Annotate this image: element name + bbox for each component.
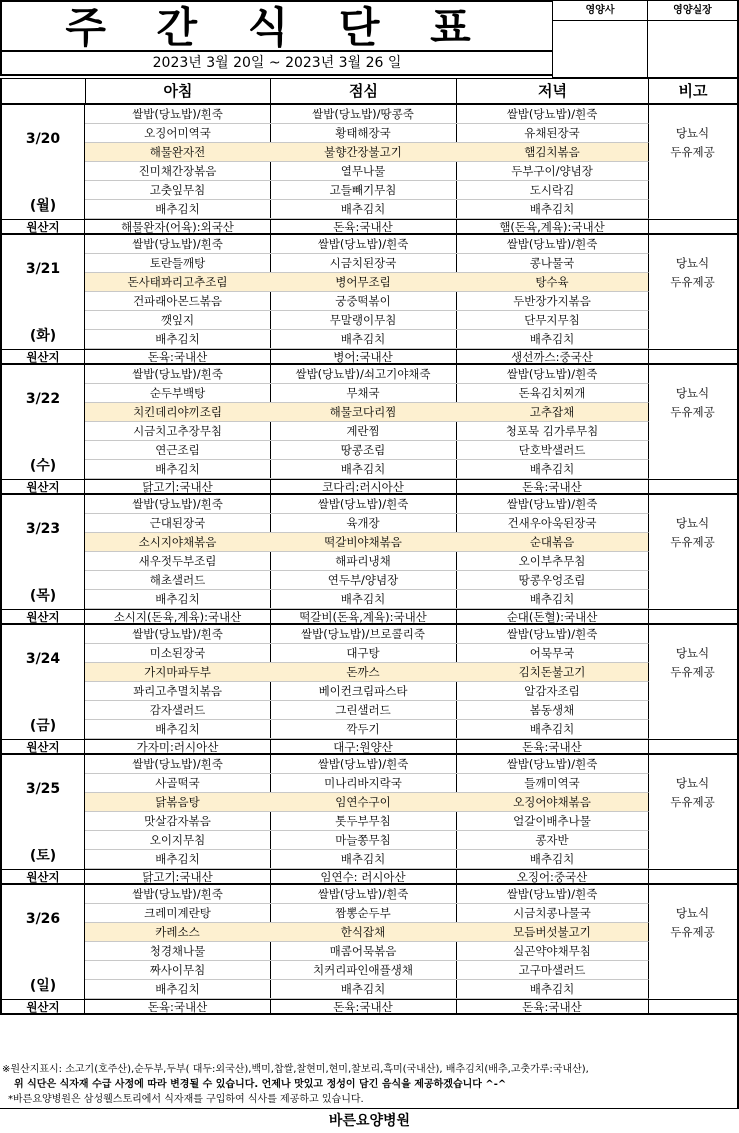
menu-item-dinner: 고구마샐러드 bbox=[456, 961, 649, 980]
menu-item-breakfast: 건파래아몬드볶음 bbox=[85, 292, 271, 311]
menu-item-dinner: 햄김치볶음 bbox=[456, 143, 649, 162]
menu-item-lunch: 고들빼기무침 bbox=[270, 181, 457, 200]
note-cell: 당뇨식 bbox=[648, 384, 739, 403]
menu-item-lunch: 짬뽕순두부 bbox=[270, 904, 457, 923]
note-cell bbox=[648, 720, 739, 739]
menu-item-dinner: 청포묵 김가루무침 bbox=[456, 422, 649, 441]
menu-item-breakfast: 미소된장국 bbox=[85, 644, 271, 663]
menu-item-lunch: 쌀밥(당뇨밥)/흰죽 bbox=[270, 755, 457, 774]
day-label bbox=[0, 495, 85, 609]
menu-item-dinner: 배추김치 bbox=[456, 850, 649, 869]
menu-item-breakfast: 진미채간장볶음 bbox=[85, 162, 271, 181]
note-cell bbox=[648, 181, 739, 200]
menu-item-breakfast: 고춧잎무침 bbox=[85, 181, 271, 200]
menu-item-lunch: 배추김치 bbox=[270, 330, 457, 349]
menu-item-breakfast: 청경채나물 bbox=[85, 942, 271, 961]
origin-breakfast: 닭고기:국내산 bbox=[85, 479, 271, 495]
menu-item-dinner: 탕수육 bbox=[456, 273, 649, 292]
day-label bbox=[0, 235, 85, 349]
origin-note bbox=[648, 869, 739, 885]
footer-supplier: *바른요양병원은 삼성웰스토리에서 식자재를 구입하여 식사를 제공하고 있습니다. bbox=[8, 1094, 364, 1105]
menu-item-dinner: 쌀밥(당뇨밥)/흰죽 bbox=[456, 105, 649, 124]
menu-item-breakfast: 배추김치 bbox=[85, 590, 271, 609]
origin-dinner: 생선까스:중국산 bbox=[456, 349, 649, 365]
menu-item-dinner: 순대볶음 bbox=[456, 533, 649, 552]
note-cell: 당뇨식 bbox=[648, 904, 739, 923]
note-cell: 당뇨식 bbox=[648, 644, 739, 663]
note-cell: 두유제공 bbox=[648, 403, 739, 422]
menu-item-breakfast: 해물완자전 bbox=[85, 143, 271, 162]
origin-lunch: 돈육:국내산 bbox=[270, 219, 457, 235]
note-cell bbox=[648, 552, 739, 571]
origin-lunch: 병어:국내산 bbox=[270, 349, 457, 365]
menu-item-lunch: 해파리냉채 bbox=[270, 552, 457, 571]
note-cell bbox=[648, 441, 739, 460]
footer-notice: 위 식단은 식자재 수급 사정에 따라 변경될 수 있습니다. 언제나 맛있고 정성이 담긴 음식을 제공하겠습니다 ^-^ bbox=[14, 1079, 507, 1090]
menu-item-dinner: 실곤약야채무침 bbox=[456, 942, 649, 961]
menu-item-breakfast: 오이지무침 bbox=[85, 831, 271, 850]
menu-item-dinner: 배추김치 bbox=[456, 720, 649, 739]
note-cell bbox=[648, 961, 739, 980]
origin-note bbox=[648, 219, 739, 235]
note-cell: 당뇨식 bbox=[648, 774, 739, 793]
menu-item-lunch: 연두부/양념장 bbox=[270, 571, 457, 590]
menu-item-breakfast: 사골떡국 bbox=[85, 774, 271, 793]
menu-item-lunch: 해물코다리찜 bbox=[270, 403, 457, 422]
origin-label: 원산지 bbox=[0, 739, 85, 755]
menu-item-lunch: 병어무조림 bbox=[270, 273, 457, 292]
origin-label: 원산지 bbox=[0, 479, 85, 495]
menu-item-lunch: 배추김치 bbox=[270, 850, 457, 869]
note-cell: 당뇨식 bbox=[648, 254, 739, 273]
menu-item-breakfast: 배추김치 bbox=[85, 200, 271, 219]
origin-note bbox=[648, 349, 739, 365]
menu-item-dinner: 땅콩우엉조림 bbox=[456, 571, 649, 590]
day-date: 3/20 bbox=[25, 131, 61, 147]
note-cell: 두유제공 bbox=[648, 663, 739, 682]
note-cell bbox=[648, 885, 739, 904]
menu-item-lunch: 매콤어묵볶음 bbox=[270, 942, 457, 961]
approval-label: 영양실장 bbox=[648, 1, 737, 21]
note-cell bbox=[648, 571, 739, 590]
menu-item-breakfast: 쌀밥(당뇨밥)/흰죽 bbox=[85, 235, 271, 254]
menu-item-dinner: 오이부추무침 bbox=[456, 552, 649, 571]
note-cell bbox=[648, 311, 739, 330]
page-title: 주 간 식 단 표 bbox=[0, 0, 552, 52]
menu-item-dinner: 알감자조림 bbox=[456, 682, 649, 701]
menu-item-dinner: 쌀밥(당뇨밥)/흰죽 bbox=[456, 885, 649, 904]
menu-item-breakfast: 쌀밥(당뇨밥)/흰죽 bbox=[85, 365, 271, 384]
menu-item-dinner: 김치돈불고기 bbox=[456, 663, 649, 682]
menu-item-lunch: 치커리파인애플생채 bbox=[270, 961, 457, 980]
footer-origin-line: ※원산지표시: 소고기(호주산),순두부,두부( 대두:외국산),백미,찹쌀,찰현미,현미,찰보리,흑미(국내산), 배추김치(배추,고춧가루:국내산), bbox=[2, 1064, 589, 1075]
origin-label: 원산지 bbox=[0, 869, 85, 885]
menu-item-lunch: 시금치된장국 bbox=[270, 254, 457, 273]
menu-item-dinner: 돈육김치찌개 bbox=[456, 384, 649, 403]
menu-item-lunch: 쌀밥(당뇨밥)/흰죽 bbox=[270, 885, 457, 904]
day-label bbox=[0, 885, 85, 999]
menu-item-dinner: 봄동생채 bbox=[456, 701, 649, 720]
origin-lunch: 돈육:국내산 bbox=[270, 999, 457, 1015]
origin-lunch: 대구:원양산 bbox=[270, 739, 457, 755]
menu-item-breakfast: 토란들깨탕 bbox=[85, 254, 271, 273]
menu-item-breakfast: 시금치고추장무침 bbox=[85, 422, 271, 441]
origin-lunch: 임연수: 러시아산 bbox=[270, 869, 457, 885]
menu-item-breakfast: 해초샐러드 bbox=[85, 571, 271, 590]
note-cell: 당뇨식 bbox=[648, 514, 739, 533]
note-cell bbox=[648, 850, 739, 869]
day-label bbox=[0, 625, 85, 739]
day-label bbox=[0, 755, 85, 869]
approval-box-dietitian bbox=[552, 0, 648, 78]
menu-item-breakfast: 짜사이무침 bbox=[85, 961, 271, 980]
header-lunch: 점심 bbox=[270, 78, 457, 105]
menu-item-dinner: 얼갈이배추나물 bbox=[456, 812, 649, 831]
origin-dinner: 돈육:국내산 bbox=[456, 479, 649, 495]
menu-item-breakfast: 쌀밥(당뇨밥)/흰죽 bbox=[85, 625, 271, 644]
menu-item-dinner: 배추김치 bbox=[456, 200, 649, 219]
note-cell bbox=[648, 235, 739, 254]
day-label bbox=[0, 365, 85, 479]
menu-item-dinner: 어묵무국 bbox=[456, 644, 649, 663]
menu-item-lunch: 무채국 bbox=[270, 384, 457, 403]
note-cell: 두유제공 bbox=[648, 143, 739, 162]
menu-item-breakfast: 소시지야채볶음 bbox=[85, 533, 271, 552]
menu-item-dinner: 고추잡채 bbox=[456, 403, 649, 422]
note-cell bbox=[648, 701, 739, 720]
menu-item-lunch: 임연수구이 bbox=[270, 793, 457, 812]
menu-item-lunch: 배추김치 bbox=[270, 460, 457, 479]
origin-label: 원산지 bbox=[0, 999, 85, 1015]
origin-note bbox=[648, 479, 739, 495]
note-cell bbox=[648, 422, 739, 441]
day-weekday: (화) bbox=[29, 328, 57, 344]
note-cell bbox=[648, 980, 739, 999]
header-note: 비고 bbox=[648, 78, 739, 105]
menu-item-breakfast: 카레소스 bbox=[85, 923, 271, 942]
menu-item-dinner: 쌀밥(당뇨밥)/흰죽 bbox=[456, 365, 649, 384]
origin-breakfast: 소시지(돈육,계육):국내산 bbox=[85, 609, 271, 625]
menu-item-dinner: 단호박샐러드 bbox=[456, 441, 649, 460]
menu-item-dinner: 들깨미역국 bbox=[456, 774, 649, 793]
day-date: 3/24 bbox=[25, 651, 61, 667]
menu-item-dinner: 배추김치 bbox=[456, 980, 649, 999]
menu-item-lunch: 배추김치 bbox=[270, 980, 457, 999]
menu-item-lunch: 육개장 bbox=[270, 514, 457, 533]
origin-dinner: 순대(돈혈):국내산 bbox=[456, 609, 649, 625]
menu-item-breakfast: 돈사태꽈리고추조림 bbox=[85, 273, 271, 292]
menu-item-lunch: 배추김치 bbox=[270, 590, 457, 609]
menu-item-lunch: 쌀밥(당뇨밥)/땅콩죽 bbox=[270, 105, 457, 124]
note-cell bbox=[648, 590, 739, 609]
menu-item-dinner: 배추김치 bbox=[456, 330, 649, 349]
menu-item-breakfast: 꽈리고추멸치볶음 bbox=[85, 682, 271, 701]
menu-item-lunch: 쌀밥(당뇨밥)/흰죽 bbox=[270, 235, 457, 254]
menu-item-lunch: 마늘쫑무침 bbox=[270, 831, 457, 850]
origin-lunch: 떡갈비(돈육,계육):국내산 bbox=[270, 609, 457, 625]
menu-item-dinner: 콩자반 bbox=[456, 831, 649, 850]
menu-item-lunch: 불향간장불고기 bbox=[270, 143, 457, 162]
hospital-name: 바른요양병원 bbox=[0, 1108, 739, 1133]
menu-item-lunch: 쌀밥(당뇨밥)/브로콜리죽 bbox=[270, 625, 457, 644]
origin-breakfast: 돈육:국내산 bbox=[85, 999, 271, 1015]
note-cell bbox=[648, 625, 739, 644]
day-date: 3/25 bbox=[25, 781, 61, 797]
note-cell bbox=[648, 292, 739, 311]
menu-item-lunch: 쌀밥(당뇨밥)/쇠고기야채죽 bbox=[270, 365, 457, 384]
note-cell: 두유제공 bbox=[648, 923, 739, 942]
day-weekday: (일) bbox=[29, 978, 57, 994]
header-dinner: 저녁 bbox=[456, 78, 649, 105]
menu-item-lunch: 돈까스 bbox=[270, 663, 457, 682]
menu-item-lunch: 미나리바지락국 bbox=[270, 774, 457, 793]
menu-item-breakfast: 쌀밥(당뇨밥)/흰죽 bbox=[85, 105, 271, 124]
day-date: 3/26 bbox=[25, 911, 61, 927]
menu-item-lunch: 무말랭이무침 bbox=[270, 311, 457, 330]
menu-item-dinner: 두반장가지볶음 bbox=[456, 292, 649, 311]
menu-item-breakfast: 깻잎지 bbox=[85, 311, 271, 330]
menu-item-dinner: 두부구이/양념장 bbox=[456, 162, 649, 181]
origin-label: 원산지 bbox=[0, 349, 85, 365]
menu-item-breakfast: 근대된장국 bbox=[85, 514, 271, 533]
day-date: 3/23 bbox=[25, 521, 61, 537]
day-weekday: (목) bbox=[29, 588, 57, 604]
menu-item-breakfast: 닭볶음탕 bbox=[85, 793, 271, 812]
menu-item-dinner: 배추김치 bbox=[456, 590, 649, 609]
approval-box-chief bbox=[647, 0, 739, 78]
menu-item-breakfast: 크레미계란탕 bbox=[85, 904, 271, 923]
note-cell bbox=[648, 330, 739, 349]
note-cell bbox=[648, 831, 739, 850]
menu-item-breakfast: 가지마파두부 bbox=[85, 663, 271, 682]
menu-item-dinner: 건새우아욱된장국 bbox=[456, 514, 649, 533]
origin-lunch: 코다리:러시아산 bbox=[270, 479, 457, 495]
day-weekday: (월) bbox=[29, 198, 57, 214]
note-cell: 두유제공 bbox=[648, 793, 739, 812]
menu-item-lunch: 톳두부무침 bbox=[270, 812, 457, 831]
menu-item-breakfast: 연근조림 bbox=[85, 441, 271, 460]
header-breakfast: 아침 bbox=[85, 78, 271, 105]
note-cell bbox=[648, 942, 739, 961]
menu-item-dinner: 배추김치 bbox=[456, 460, 649, 479]
origin-breakfast: 돈육:국내산 bbox=[85, 349, 271, 365]
menu-item-dinner: 쌀밥(당뇨밥)/흰죽 bbox=[456, 625, 649, 644]
menu-item-lunch: 궁중떡볶이 bbox=[270, 292, 457, 311]
menu-item-lunch: 대구탕 bbox=[270, 644, 457, 663]
day-weekday: (수) bbox=[29, 458, 57, 474]
day-weekday: (금) bbox=[29, 718, 57, 734]
menu-item-breakfast: 쌀밥(당뇨밥)/흰죽 bbox=[85, 495, 271, 514]
origin-note bbox=[648, 999, 739, 1015]
menu-item-dinner: 도시락김 bbox=[456, 181, 649, 200]
menu-item-lunch: 배추김치 bbox=[270, 200, 457, 219]
menu-item-lunch: 황태해장국 bbox=[270, 124, 457, 143]
origin-breakfast: 닭고기:국내산 bbox=[85, 869, 271, 885]
note-cell bbox=[648, 365, 739, 384]
menu-item-breakfast: 배추김치 bbox=[85, 330, 271, 349]
note-cell: 두유제공 bbox=[648, 273, 739, 292]
origin-breakfast: 가자미:러시아산 bbox=[85, 739, 271, 755]
menu-item-breakfast: 쌀밥(당뇨밥)/흰죽 bbox=[85, 755, 271, 774]
menu-item-dinner: 쌀밥(당뇨밥)/흰죽 bbox=[456, 755, 649, 774]
header-blank bbox=[0, 78, 86, 105]
menu-item-dinner: 쌀밥(당뇨밥)/흰죽 bbox=[456, 495, 649, 514]
origin-note bbox=[648, 609, 739, 625]
menu-item-lunch: 깍두기 bbox=[270, 720, 457, 739]
menu-item-breakfast: 배추김치 bbox=[85, 850, 271, 869]
note-cell: 두유제공 bbox=[648, 533, 739, 552]
day-weekday: (토) bbox=[29, 848, 57, 864]
origin-label: 원산지 bbox=[0, 609, 85, 625]
menu-item-dinner: 오징어야채볶음 bbox=[456, 793, 649, 812]
origin-label: 원산지 bbox=[0, 219, 85, 235]
note-cell bbox=[648, 460, 739, 479]
day-date: 3/21 bbox=[25, 261, 61, 277]
menu-item-dinner: 단무지무침 bbox=[456, 311, 649, 330]
menu-item-lunch: 계란찜 bbox=[270, 422, 457, 441]
menu-period: 2023년 3월 20일 ~ 2023년 3월 26 일 bbox=[0, 52, 552, 76]
menu-item-lunch: 떡갈비야채볶음 bbox=[270, 533, 457, 552]
menu-item-dinner: 쌀밥(당뇨밥)/흰죽 bbox=[456, 235, 649, 254]
approval-label: 영양사 bbox=[553, 1, 647, 21]
menu-item-lunch: 그린샐러드 bbox=[270, 701, 457, 720]
menu-item-breakfast: 맛살감자볶음 bbox=[85, 812, 271, 831]
note-cell bbox=[648, 755, 739, 774]
note-cell: 당뇨식 bbox=[648, 124, 739, 143]
origin-dinner: 오징어:중국산 bbox=[456, 869, 649, 885]
note-cell bbox=[648, 105, 739, 124]
menu-item-breakfast: 감자샐러드 bbox=[85, 701, 271, 720]
menu-item-breakfast: 배추김치 bbox=[85, 460, 271, 479]
menu-item-breakfast: 배추김치 bbox=[85, 720, 271, 739]
origin-dinner: 돈육:국내산 bbox=[456, 739, 649, 755]
note-cell bbox=[648, 495, 739, 514]
menu-item-lunch: 베이컨크림파스타 bbox=[270, 682, 457, 701]
origin-dinner: 햄(돈육,계육):국내산 bbox=[456, 219, 649, 235]
menu-item-lunch: 한식잡채 bbox=[270, 923, 457, 942]
note-cell bbox=[648, 162, 739, 181]
menu-item-lunch: 열무나물 bbox=[270, 162, 457, 181]
menu-item-dinner: 유채된장국 bbox=[456, 124, 649, 143]
note-cell bbox=[648, 200, 739, 219]
menu-item-breakfast: 배추김치 bbox=[85, 980, 271, 999]
day-label bbox=[0, 105, 85, 219]
menu-item-lunch: 쌀밥(당뇨밥)/흰죽 bbox=[270, 495, 457, 514]
day-date: 3/22 bbox=[25, 391, 61, 407]
menu-item-breakfast: 새우젓두부조림 bbox=[85, 552, 271, 571]
menu-item-lunch: 땅콩조림 bbox=[270, 441, 457, 460]
note-cell bbox=[648, 682, 739, 701]
origin-dinner: 돈육:국내산 bbox=[456, 999, 649, 1015]
menu-item-breakfast: 순두부백탕 bbox=[85, 384, 271, 403]
origin-note bbox=[648, 739, 739, 755]
menu-item-breakfast: 치킨데리야끼조림 bbox=[85, 403, 271, 422]
menu-item-breakfast: 쌀밥(당뇨밥)/흰죽 bbox=[85, 885, 271, 904]
menu-item-dinner: 모듬버섯불고기 bbox=[456, 923, 649, 942]
menu-item-breakfast: 오징어미역국 bbox=[85, 124, 271, 143]
origin-breakfast: 해물완자(어육):외국산 bbox=[85, 219, 271, 235]
menu-item-dinner: 콩나물국 bbox=[456, 254, 649, 273]
menu-item-dinner: 시금치콩나물국 bbox=[456, 904, 649, 923]
note-cell bbox=[648, 812, 739, 831]
